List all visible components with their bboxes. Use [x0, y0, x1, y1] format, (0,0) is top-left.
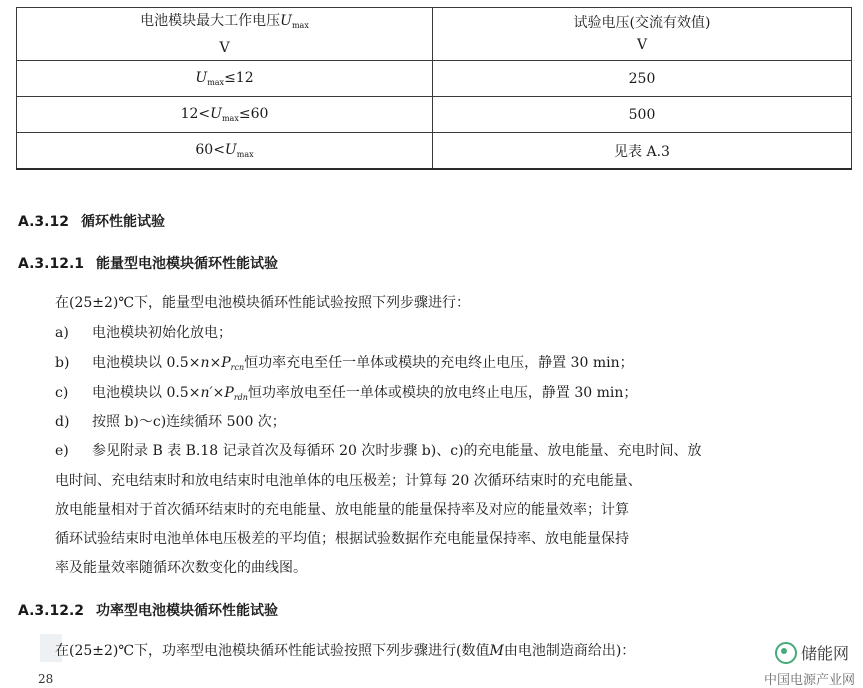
header-col1-label: 电池模块最大工作电压 [140, 12, 281, 29]
table-row [17, 97, 852, 133]
list-item-text-cont: 电时间、充电结束时和放电结束时电池单体的电压极差；计算每 20 次循环结束时的充电能量、 [55, 473, 642, 489]
section-heading-a3-12-1 [18, 253, 278, 273]
watermark [773, 641, 851, 664]
table-row [17, 61, 852, 97]
cell-symbol: U [195, 70, 208, 86]
test-voltage-table [16, 7, 852, 170]
section-number: A.3.12.1 [18, 256, 85, 272]
cell-symbol: U [210, 106, 222, 122]
header-col1-symbol: U [280, 12, 292, 29]
cell-sub: max [207, 78, 225, 87]
list-item-text-cont: 放电能量相对于首次循环结束时的充电能量、放电能量的能量保持率及对应的能量效率；计算 [55, 502, 629, 518]
watermark-site: 中国电源产业网 [763, 673, 855, 688]
section-title: 循环性能试验 [80, 214, 165, 230]
item-symbol: P [224, 385, 234, 401]
table-cell-voltage-range [17, 61, 433, 97]
item-text-post: 恒功率充电至任一单体或模块的充电终止电压，静置 30 min； [244, 355, 634, 371]
table-row [17, 133, 852, 170]
list-item-text: 参见附录 B 表 B.18 记录首次及每循环 20 次时步骤 b)、c)的充电能量、放电能量、充电时间、放 [92, 443, 702, 459]
table-cell-test-voltage: 250 [433, 61, 852, 97]
header-col1-unit: V [219, 39, 230, 56]
table-header-test-voltage [433, 8, 852, 61]
table-header-row [17, 8, 852, 61]
list-item-text [92, 383, 637, 408]
table-cell-voltage-range [17, 133, 433, 170]
list-item-text: 电池模块初始化放电； [92, 325, 232, 341]
paragraph-intro: 在(25±2)℃下，能量型电池模块循环性能试验按照下列步骤进行： [55, 295, 471, 311]
item-text-pre: 电池模块以 0.5× [92, 355, 201, 371]
list-item-text: 按照 b)～c)连续循环 500 次； [92, 414, 286, 430]
wechat-logo-icon [775, 642, 797, 664]
section-number: A.3.12 [18, 214, 69, 230]
list-item-label: c) [55, 385, 69, 401]
item-symbol: n [200, 355, 210, 371]
table-cell-test-voltage: 见表 A.3 [433, 133, 852, 170]
list-item-label: b) [55, 355, 70, 371]
list-item-text [92, 353, 634, 378]
item-text-post: 恒功率放电至任一单体或模块的放电终止电压，静置 30 min； [247, 385, 638, 401]
section-heading-a3-12-2 [18, 600, 278, 620]
cell-pre: 12< [180, 106, 211, 122]
watermark-text: 储能网 [800, 644, 849, 663]
intro-pre: 在(25±2)℃下，功率型电池模块循环性能试验按照下列步骤进行(数值 [55, 643, 490, 659]
section-heading-a3-12 [18, 211, 165, 231]
item-mid: × [209, 355, 222, 371]
item-mid: × [212, 385, 225, 401]
header-col2-label: 试验电压(交流有效值) [573, 15, 711, 31]
list-item-label: a) [55, 325, 69, 341]
header-col2-unit: V [636, 37, 648, 53]
list-item-text-cont: 率及能量效率随循环次数变化的曲线图。 [55, 560, 307, 576]
section-title: 能量型电池模块循环性能试验 [96, 256, 279, 272]
section-number: A.3.12.2 [18, 603, 85, 619]
cell-post: ≤60 [238, 106, 269, 122]
list-item-text-cont: 循环试验结束时电池单体电压极差的平均值；根据试验数据作充电能量保持率、放电能量保持 [55, 531, 629, 547]
section-title: 功率型电池模块循环性能试验 [96, 603, 279, 619]
list-item-label: d) [55, 414, 70, 430]
list-item-label: e) [55, 443, 69, 459]
table-cell-test-voltage: 500 [433, 97, 852, 133]
intro-post: 由电池制造商给出)： [503, 643, 636, 659]
table-header-voltage [17, 8, 433, 61]
header-col1-sub: max [291, 20, 309, 30]
item-sub: rdn [233, 393, 248, 402]
paragraph-intro [55, 641, 635, 661]
page-number: 28 [38, 672, 54, 686]
item-symbol: n′ [200, 385, 213, 401]
intro-symbol: M [489, 643, 504, 659]
cell-pre: 60< [195, 142, 225, 158]
item-text-pre: 电池模块以 0.5× [92, 385, 201, 401]
cell-sub: max [236, 150, 254, 159]
item-symbol: P [221, 355, 231, 371]
table-cell-voltage-range [17, 97, 433, 133]
cell-sub: max [221, 114, 239, 123]
item-sub: rcn [230, 363, 245, 372]
cell-symbol: U [224, 142, 237, 158]
cell-post: ≤12 [224, 70, 254, 86]
